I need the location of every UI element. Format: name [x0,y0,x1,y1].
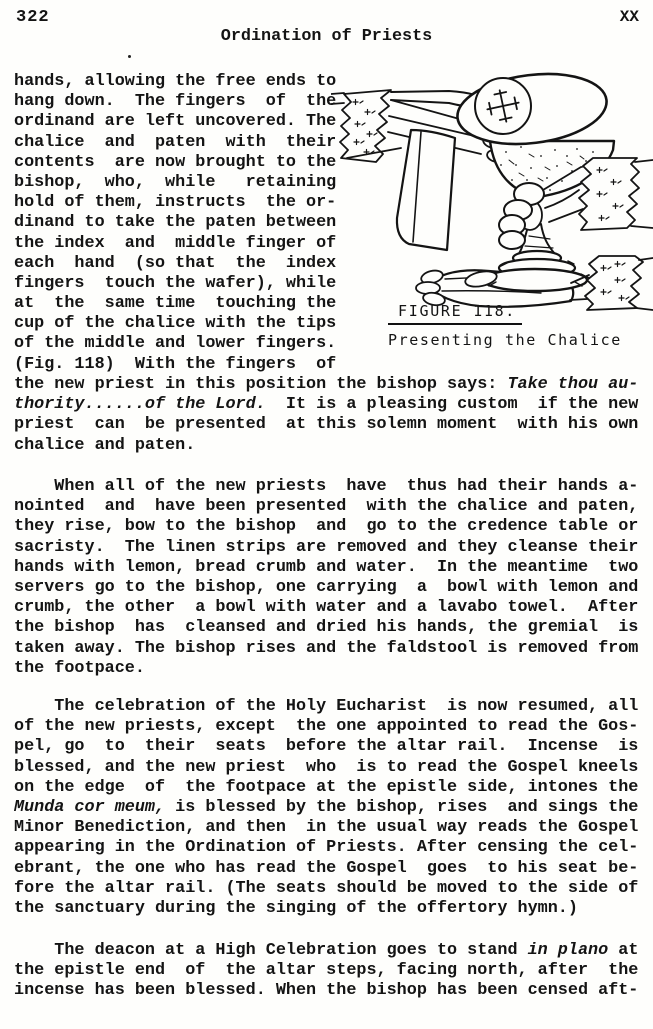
text-line: taken away. The bishop rises and the faldstool is removed from [14,638,639,658]
text-line: each hand (so that the index [14,253,337,273]
text-line: appearing in the Ordination of Priests. After censing the cel- [14,838,639,858]
text-line: incense has been blessed. When the bishop has been censed aft- [14,981,639,1001]
text-line: chalice and paten. [14,435,196,455]
text-line: cup of the chalice with the tips [14,314,337,334]
text-line: of the middle and lower fingers. [14,334,337,354]
chapter-number: XX [619,8,639,26]
paragraph-3 [14,697,646,919]
text-line: the sanctuary during the singing of the offertory hymn.) [14,898,578,918]
text-line: they rise, bow to the bishop and go to the credence table or [14,517,639,537]
running-title: Ordination of Priests [220,27,433,46]
text-line: the bishop has cleansed and dried his hands, the gremial is [14,618,639,638]
paragraph-2 [14,477,646,679]
text-line: the footpace. [14,658,145,678]
page-number: 322 [16,8,50,27]
text-line: The celebration of the Holy Eucharist is now resumed, all [14,697,639,716]
paragraph-1-fullwidth [14,375,646,456]
text-line: ordinand are left uncovered. The [14,112,337,132]
text-line: sacristy. The linen strips are removed and they cleanse their [14,537,639,557]
text-line: dinand to take the paten between [14,213,337,233]
text-line: hang down. The fingers of the [14,92,337,112]
figure-caption: Presenting the Chalice [388,331,622,349]
text-line: ebrant, the one who has read the Gospel goes to his seat be- [14,858,639,878]
text-line: hands with lemon, bread crumb and water. In the meantime two [14,557,639,577]
text-line: blessed, and the new priest who is to read the Gospel kneels [14,757,639,777]
text-line: fore the altar rail. (The seats should be moved to the side of [14,878,639,898]
text-line: hands, allowing the free ends to [14,72,337,91]
text-line: bishop, who, while retaining [14,172,337,192]
text-line: pel, go to their seats before the altar rail. Incense is [14,737,639,757]
text-line: When all of the new priests have thus had their hands a- [14,477,639,496]
text-line: the epistle end of the altar steps, facing north, after the [14,961,639,981]
text-line: the new priest in this position the bishop says: Take thou au- [14,375,639,394]
text-line: (Fig. 118) With the fingers of [14,354,337,374]
text-line: Munda cor meum, is blessed by the bishop, rises and sings the [14,797,639,817]
text-line: contents are now brought to the [14,152,337,172]
text-line: crumb, the other a bowl with water and a lavabo towel. After [14,598,639,618]
chalice-illustration [331,70,653,318]
text-line: thority......of the Lord. It is a pleasing custom if the new [14,395,639,415]
paragraph-4 [14,941,646,1002]
text-line: The deacon at a High Celebration goes to stand in plano at [14,941,639,960]
text-line: nointed and have been presented with the chalice and paten, [14,497,639,517]
text-line: fingers touch the wafer), while [14,273,337,293]
text-line: servers go to the bishop, one carrying a bowl with lemon and [14,577,639,597]
text-line: at the same time touching the [14,294,337,314]
text-line: priest can be presented at this solemn moment with his own [14,415,639,435]
text-line: chalice and paten with their [14,132,337,152]
text-line: hold of them, instructs the or- [14,193,337,213]
paragraph-1-column [14,72,340,375]
figure-label: FIGURE 118. [388,302,522,325]
text-line: the index and middle finger of [14,233,337,253]
scan-artifact-dot [128,55,131,58]
text-line: on the edge of the footpace at the epistle side, intones the [14,777,639,797]
text-line: Minor Benediction, and then in the usual way reads the Gospel [14,818,639,838]
text-line: of the new priests, except the one appointed to read the Gos- [14,717,639,737]
